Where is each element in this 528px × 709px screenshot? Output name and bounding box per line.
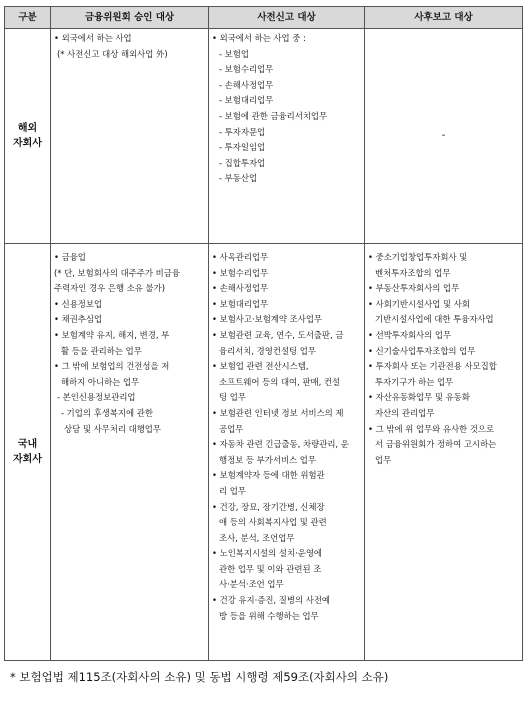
- cell-line: • 손해사정업무: [212, 283, 269, 294]
- cell-line: 투자기구가 하는 업무: [375, 376, 454, 387]
- cell-line: • 자산유동화업무 및 유동화: [368, 392, 470, 403]
- cell-line: - 투자일임업: [219, 142, 266, 153]
- cell-line: • 신기술사업투자조합의 업무: [368, 345, 476, 356]
- cell-line: (* 단, 보험회사의 대주주가 비금융: [54, 267, 180, 278]
- cell-line: • 그 밖에 위 업무와 유사한 것으로: [368, 423, 495, 434]
- cell-line: • 신용정보업: [54, 298, 103, 309]
- cell-line: • 보험계약 유지, 해지, 변경, 부: [54, 329, 170, 340]
- cell-line: 업무: [375, 454, 392, 465]
- subsidiary-table: [4, 6, 523, 661]
- cell-line: 방 등을 위해 수행하는 업무: [219, 610, 319, 621]
- domestic-approval-cell: [51, 244, 209, 661]
- cell-line: 리 업무: [219, 485, 246, 496]
- cell-line: • 보험수리업무: [212, 267, 269, 278]
- cell-line: • 보험업 관련 전산시스템,: [212, 361, 309, 372]
- cell-line: 애 등의 사회복지사업 및 관련: [219, 517, 327, 528]
- cell-line: 해하지 아니하는 업무: [61, 376, 140, 387]
- cell-line: 벤처투자조합의 업무: [375, 267, 451, 278]
- domestic-prior-cell: [209, 244, 365, 661]
- cell-line: • 보험관련 인터넷 정보 서비스의 제: [212, 407, 344, 418]
- cell-line: 자산의 관리업무: [375, 407, 435, 418]
- cell-line: • 사옥관리업무: [212, 252, 269, 262]
- cell-line: - 손해사정업무: [219, 79, 274, 90]
- cell-line: • 부동산투자회사의 업무: [368, 283, 460, 294]
- header-row: [5, 7, 523, 29]
- cell-line: • 보험사고·보험계약 조사업무: [212, 314, 323, 325]
- cell-line: - 부동산업: [219, 173, 258, 184]
- cell-line: • 보험대리업무: [212, 298, 269, 309]
- cell-line: • 노인복지시설의 설치·운영에: [212, 548, 323, 559]
- cell-line: - 보험대리업무: [219, 95, 274, 106]
- footnote: * 보험업법 제115조(자회사의 소유) 및 동법 시행령 제59조(자회사의 소유): [10, 670, 389, 684]
- overseas-post-cell: [365, 29, 523, 244]
- cell-line: 행정보 등 부가서비스 업무: [219, 454, 316, 465]
- header-post-report: 사후보고 대상: [365, 7, 523, 29]
- header-category: 구분: [5, 7, 51, 29]
- cell-line: 사·분석·조언 업무: [219, 579, 284, 590]
- overseas-label-line: 자회사: [13, 138, 42, 149]
- cell-line: 활 등을 관리하는 업무: [61, 345, 142, 356]
- cell-line: - 보험업: [219, 48, 249, 59]
- cell-line: 팅 업무: [219, 392, 246, 403]
- cell-line: • 보험관련 교육, 연수, 도서출판, 금: [212, 329, 344, 340]
- cell-line: (* 사전신고 대상 해외사업 外): [57, 48, 168, 59]
- cell-line: 기반시설사업에 대한 투융자사업: [375, 314, 494, 325]
- cell-line: 상담 및 사무처리 대행업무: [64, 423, 161, 434]
- cell-line: - 본인신용정보관리업: [57, 392, 136, 403]
- cell-line: 공업무: [219, 423, 244, 434]
- cell-line: • 외국에서 하는 사업 중 :: [212, 33, 306, 43]
- cell-line: 관한 업무 및 이와 관련된 조: [219, 563, 322, 574]
- domestic-label-line: 국내: [17, 439, 38, 450]
- cell-line: 소프트웨어 등의 대여, 판매, 컨설: [219, 376, 341, 387]
- overseas-approval-cell: [51, 29, 209, 244]
- overseas-label-line: 해외: [17, 123, 38, 134]
- cell-line: • 중소기업창업투자회사 및: [368, 252, 468, 262]
- cell-line: • 투자회사 또는 기관전용 사모집합: [368, 361, 497, 372]
- cell-line: • 그 밖에 보험업의 건전성을 저: [54, 361, 170, 372]
- domestic-label: [5, 244, 51, 661]
- cell-line: • 건강 유지·증진, 질병의 사전예: [212, 595, 330, 606]
- cell-line: - 집합투자업: [219, 157, 266, 168]
- cell-line: • 사회기반시설사업 및 사회: [368, 298, 470, 309]
- overseas-row: [5, 29, 523, 244]
- cell-line: -: [441, 130, 446, 142]
- cell-line: • 건강, 장묘, 장기간병, 신체장: [212, 501, 325, 512]
- cell-line: 서 금융위원회가 정하여 고시하는: [375, 439, 497, 450]
- header-prior-report: 사전신고 대상: [209, 7, 365, 29]
- overseas-label: [5, 29, 51, 244]
- cell-line: - 투자자문업: [219, 126, 266, 137]
- cell-line: 조사, 분석, 조언업무: [219, 532, 295, 543]
- domestic-post-cell: [365, 244, 523, 661]
- overseas-prior-cell: [209, 29, 365, 244]
- domestic-row: [5, 244, 523, 661]
- cell-line: • 외국에서 하는 사업: [54, 33, 132, 43]
- cell-line: • 채권추심업: [54, 314, 103, 325]
- cell-line: - 기업의 후생복지에 관한: [61, 407, 153, 418]
- cell-line: • 금융업: [54, 252, 86, 262]
- cell-line: • 자동차 관련 긴급출동, 차량관리, 운: [212, 439, 349, 450]
- cell-line: • 보험계약자 등에 대한 위험관: [212, 470, 325, 481]
- cell-line: • 선박투자회사의 업무: [368, 329, 452, 340]
- domestic-label-line: 자회사: [13, 454, 42, 465]
- cell-line: - 보험에 관한 금융리서치업무: [219, 110, 328, 121]
- cell-line: 융리서치, 경영컨설팅 업무: [219, 345, 316, 356]
- cell-line: 주력자인 경우 은행 소유 불가): [54, 283, 165, 294]
- header-approval: 금융위원회 승인 대상: [51, 7, 209, 29]
- cell-line: - 보험수리업무: [219, 64, 274, 75]
